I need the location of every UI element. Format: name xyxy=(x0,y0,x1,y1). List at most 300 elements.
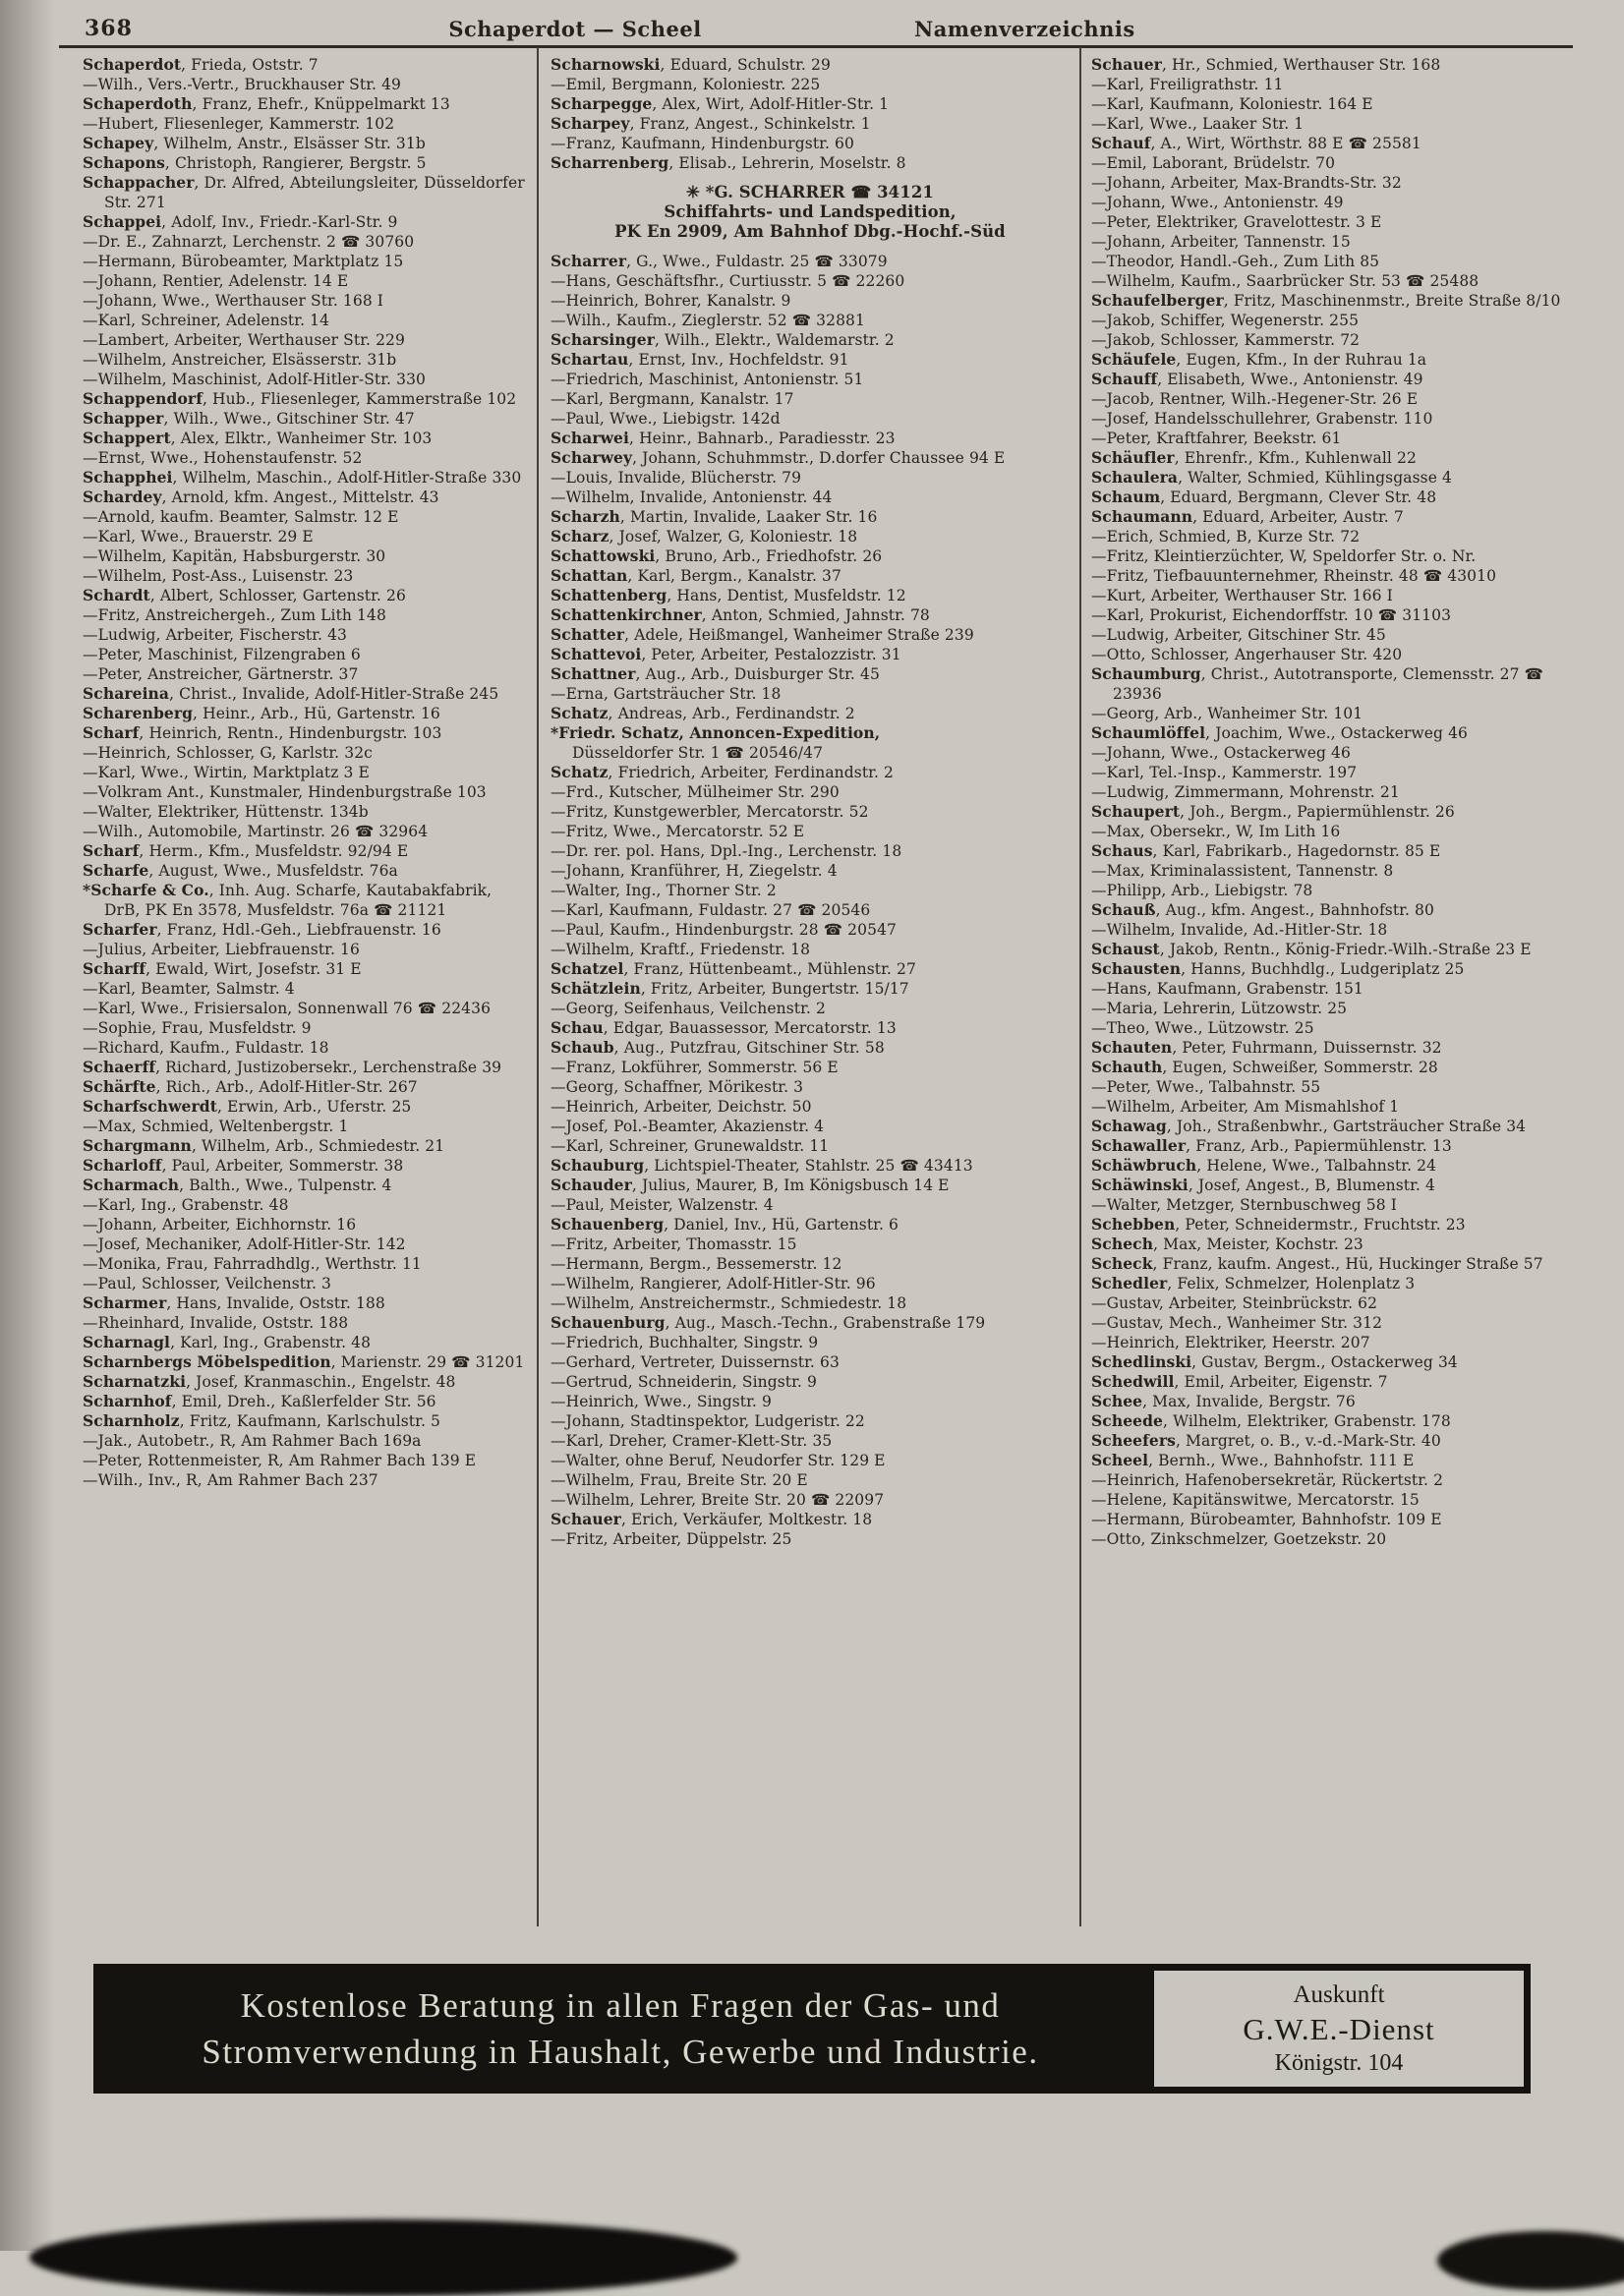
entry-surname: Schauth xyxy=(1091,1058,1163,1076)
directory-entry: Schapphei, Wilhelm, Maschin., Adolf-Hitler-Straße 330 xyxy=(83,468,522,487)
directory-entry: —Wilhelm, Maschinist, Adolf-Hitler-Str. 330 xyxy=(83,371,427,388)
entry-surname: Schapper xyxy=(83,409,164,428)
entry-surname: Scharnowski xyxy=(551,55,661,74)
directory-entry: Schappert, Alex, Elktr., Wanheimer Str. 103 xyxy=(83,429,433,447)
directory-entry: —Fritz, Arbeiter, Düppelstr. 25 xyxy=(551,1530,792,1548)
entry-surname: Schaumann xyxy=(1091,507,1193,526)
directory-entry: Schätzlein, Fritz, Arbeiter, Bungertstr. 15/17 xyxy=(551,979,909,998)
entry-surname: Schärfte xyxy=(83,1077,156,1096)
directory-entry: Schauß, Aug., kfm. Angest., Bahnhofstr. 80 xyxy=(1091,900,1434,919)
directory-entry: —Josef, Pol.-Beamter, Akazienstr. 4 xyxy=(551,1118,825,1135)
directory-entry: —Wilhelm, Kraftf., Friedenstr. 18 xyxy=(551,941,811,958)
entry-surname: Scharenberg xyxy=(83,704,194,722)
directory-entry: —Louis, Invalide, Blücherstr. 79 xyxy=(551,469,802,487)
entry-surname: Schapey xyxy=(83,134,154,152)
directory-entry: —Karl, Wwe., Laaker Str. 1 xyxy=(1091,115,1305,133)
directory-entry: —Wilhelm, Anstreichermstr., Schmiedestr. 18 xyxy=(551,1294,907,1312)
entry-surname: Schargmann xyxy=(83,1136,192,1155)
directory-entry: —Max, Obersekr., W, Im Lith 16 xyxy=(1091,823,1341,840)
directory-entry: —Karl, Kaufmann, Fuldastr. 27 ☎ 20546 xyxy=(551,901,871,919)
directory-entry: —Richard, Kaufm., Fuldastr. 18 xyxy=(83,1039,329,1057)
directory-entry: —Paul, Schlosser, Veilchenstr. 3 xyxy=(83,1275,331,1292)
directory-entry: —Gustav, Mech., Wanheimer Str. 312 xyxy=(1091,1314,1383,1332)
directory-entry: —Peter, Kraftfahrer, Beekstr. 61 xyxy=(1091,430,1342,447)
directory-entry: Schapons, Christoph, Rangierer, Bergstr. 5 xyxy=(83,153,427,172)
directory-entry: —Peter, Wwe., Talbahnstr. 55 xyxy=(1091,1078,1321,1096)
directory-entry: Schaumlöffel, Joachim, Wwe., Ostackerweg 46 xyxy=(1091,723,1469,742)
column-divider-2 xyxy=(1079,47,1081,1926)
column-divider-1 xyxy=(537,47,539,1926)
directory-entry: Scharmach, Balth., Wwe., Tulpenstr. 4 xyxy=(83,1176,392,1194)
directory-entry: —Erna, Gartsträucher Str. 18 xyxy=(551,685,782,703)
advertisement-banner xyxy=(93,1964,1531,2094)
directory-entry: —Friedrich, Buchhalter, Singstr. 9 xyxy=(551,1334,819,1351)
directory-entry: —Friedrich, Maschinist, Antonienstr. 51 xyxy=(551,371,864,388)
directory-entry: Düsseldorfer Str. 1 ☎ 20546/47 xyxy=(572,744,824,762)
entry-surname: Schauenberg xyxy=(551,1215,665,1234)
directory-entry: Scharnagl, Karl, Ing., Grabenstr. 48 xyxy=(83,1333,372,1351)
directory-entry: —Volkram Ant., Kunstmaler, Hindenburgstraße 103 xyxy=(83,783,487,801)
directory-entry: Schapper, Wilh., Wwe., Gitschiner Str. 47 xyxy=(83,409,415,428)
directory-entry: —Erich, Schmied, B, Kurze Str. 72 xyxy=(1091,528,1361,545)
entry-surname: Schaumburg xyxy=(1091,664,1201,683)
section-label: Namenverzeichnis xyxy=(914,17,1135,41)
directory-entry: Schawag, Joh., Straßenbwhr., Gartsträucher Straße 34 xyxy=(1091,1117,1527,1135)
entry-surname: Scharpey xyxy=(551,114,630,133)
directory-ad-line: PK En 2909, Am Bahnhof Dbg.-Hochf.-Süd xyxy=(614,222,1006,241)
entry-surname: Schattenkirchner xyxy=(551,605,702,624)
entry-surname: Schawaller xyxy=(1091,1136,1187,1155)
directory-entry: Schauer, Erich, Verkäufer, Moltkestr. 18 xyxy=(551,1510,873,1528)
directory-entry: —Fritz, Kunstgewerbler, Mercatorstr. 52 xyxy=(551,803,869,821)
directory-entry: Schattenberg, Hans, Dentist, Musfeldstr. 12 xyxy=(551,586,906,604)
directory-entry: —Monika, Frau, Fahrradhdlg., Werthstr. 11 xyxy=(83,1255,422,1273)
directory-entry: Schauf, A., Wirt, Wörthstr. 88 E ☎ 25581 xyxy=(1091,134,1421,152)
entry-surname: Schaperdot xyxy=(83,55,182,74)
directory-entry: —Paul, Kaufm., Hindenburgstr. 28 ☎ 20547 xyxy=(551,921,897,939)
entry-surname: Schauf xyxy=(1091,134,1151,152)
directory-entry: —Hans, Geschäftsfhr., Curtiusstr. 5 ☎ 22260 xyxy=(551,272,905,290)
directory-entry: —Karl, Ing., Grabenstr. 48 xyxy=(83,1196,289,1214)
directory-entry: —Gustav, Arbeiter, Steinbrückstr. 62 xyxy=(1091,1294,1378,1312)
directory-entry: —Walter, ohne Beruf, Neudorfer Str. 129 E xyxy=(551,1452,886,1469)
entry-surname: Schattevoi xyxy=(551,645,642,663)
entry-surname: Schedlinski xyxy=(1091,1352,1192,1371)
directory-entry: —Hubert, Fliesenleger, Kammerstr. 102 xyxy=(83,115,395,133)
entry-surname: Scheck xyxy=(1091,1254,1153,1273)
directory-entry: —Johann, Wwe., Werthauser Str. 168 I xyxy=(83,292,384,310)
directory-entry: —Fritz, Kleintierzüchter, W, Speldorfer Str. o. Nr. xyxy=(1091,547,1477,565)
directory-entry: —Fritz, Tiefbauunternehmer, Rheinstr. 48 ☎ 43010 xyxy=(1091,567,1497,585)
directory-entry: Schauder, Julius, Maurer, B, Im Königsbusch 14 E xyxy=(551,1176,950,1194)
directory-entry: —Dr. rer. pol. Hans, Dpl.-Ing., Lerchenstr. 18 xyxy=(551,842,902,860)
directory-entry: Schaum, Eduard, Bergmann, Clever Str. 48 xyxy=(1091,488,1437,506)
directory-entry: Schauenberg, Daniel, Inv., Hü, Gartenstr. 6 xyxy=(551,1215,899,1234)
directory-entry: Schaufelberger, Fritz, Maschinenmstr., Breite Straße 8/10 xyxy=(1091,291,1561,310)
directory-entry: —Karl, Schreiner, Grunewaldstr. 11 xyxy=(551,1137,830,1155)
directory-entry: —Johann, Wwe., Ostackerweg 46 xyxy=(1091,744,1351,762)
entry-surname: Scharf xyxy=(83,723,140,742)
entry-surname: Schebben xyxy=(1091,1215,1176,1234)
directory-entry: —Peter, Maschinist, Filzengraben 6 xyxy=(83,646,361,663)
entry-surname: Schaufelberger xyxy=(1091,291,1224,310)
directory-entry: Scheede, Wilhelm, Elektriker, Grabenstr. 178 xyxy=(1091,1411,1451,1430)
directory-entry: —Ludwig, Arbeiter, Gitschiner Str. 45 xyxy=(1091,626,1386,644)
directory-entry: Scharzh, Martin, Invalide, Laaker Str. 16 xyxy=(551,507,878,526)
advertisement-line-2: Stromverwendung in Haushalt, Gewerbe und Industrie. xyxy=(202,2033,1039,2071)
directory-entry: —Karl, Wwe., Frisiersalon, Sonnenwall 76 ☎ 22436 xyxy=(83,1000,492,1017)
directory-entry: Schärfte, Rich., Arb., Adolf-Hitler-Str. 267 xyxy=(83,1077,418,1096)
directory-entry: —Karl, Dreher, Cramer-Klett-Str. 35 xyxy=(551,1432,833,1450)
directory-entry: Schapey, Wilhelm, Anstr., Elsässer Str. 31b xyxy=(83,134,426,152)
directory-entry: Schäufler, Ehrenfr., Kfm., Kuhlenwall 22 xyxy=(1091,448,1417,467)
directory-entry: Scharz, Josef, Walzer, G, Koloniestr. 18 xyxy=(551,527,858,545)
directory-entry: Scharfe, August, Wwe., Musfeldstr. 76a xyxy=(83,861,398,880)
directory-entry: Schedler, Felix, Schmelzer, Holenplatz 3 xyxy=(1091,1274,1416,1292)
entry-surname: Scharwey xyxy=(551,448,633,467)
directory-entry: —Wilhelm, Arbeiter, Am Mismahlshof 1 xyxy=(1091,1098,1400,1116)
entry-surname: Scharff xyxy=(83,959,146,978)
directory-entry: —Karl, Wwe., Wirtin, Marktplatz 3 E xyxy=(83,764,370,781)
directory-entry: —Gerhard, Vertreter, Duissernstr. 63 xyxy=(551,1353,840,1371)
directory-entry: —Karl, Tel.-Insp., Kammerstr. 197 xyxy=(1091,764,1358,781)
entry-surname: Schappei xyxy=(83,212,162,231)
entry-surname: Schappendorf xyxy=(83,389,203,408)
directory-entry: Schaumann, Eduard, Arbeiter, Austr. 7 xyxy=(1091,507,1404,526)
entry-surname: Schaupert xyxy=(1091,802,1181,821)
directory-entry: —Max, Schmied, Weltenbergstr. 1 xyxy=(83,1118,349,1135)
directory-entry: Schäufele, Eugen, Kfm., In der Ruhrau 1a xyxy=(1091,350,1427,369)
scan-artifact-bottom-right xyxy=(1437,2231,1624,2290)
directory-entry: Schech, Max, Meister, Kochstr. 23 xyxy=(1091,1234,1363,1253)
directory-column-1 xyxy=(83,55,527,1930)
directory-ad-line: ✳ *G. SCHARRER ☎ 34121 xyxy=(686,183,934,201)
directory-entry: —Emil, Bergmann, Koloniestr. 225 xyxy=(551,76,821,93)
directory-entry: *Friedr. Schatz, Annoncen-Expedition, xyxy=(551,723,881,742)
directory-entry: Schaub, Aug., Putzfrau, Gitschiner Str. 58 xyxy=(551,1038,885,1057)
directory-entry: —Fritz, Arbeiter, Thomasstr. 15 xyxy=(551,1235,797,1253)
advertisement-text-block xyxy=(93,1964,1147,2094)
header-rule xyxy=(59,45,1573,48)
directory-entry: Schaperdoth, Franz, Ehefr., Knüppelmarkt 13 xyxy=(83,94,450,113)
entry-surname: Schauten xyxy=(1091,1038,1173,1057)
directory-entry: Schargmann, Wilhelm, Arb., Schmiedestr. 21 xyxy=(83,1136,445,1155)
entry-surname: Scheel xyxy=(1091,1451,1149,1469)
directory-column-2 xyxy=(551,55,1070,1930)
directory-entry: —Ludwig, Arbeiter, Fischerstr. 43 xyxy=(83,626,347,644)
entry-surname: Schau xyxy=(551,1018,604,1037)
entry-surname: Scharmer xyxy=(83,1293,167,1312)
directory-entry: —Theo, Wwe., Lützowstr. 25 xyxy=(1091,1019,1314,1037)
entry-surname: Schaub xyxy=(551,1038,614,1057)
directory-entry: —Peter, Rottenmeister, R, Am Rahmer Bach 139 E xyxy=(83,1452,477,1469)
directory-entry: Schattowski, Bruno, Arb., Friedhofstr. 26 xyxy=(551,546,883,565)
entry-surname: Scharrer xyxy=(551,252,627,270)
advertisement-line-1: Kostenlose Beratung in allen Fragen der Gas- und xyxy=(240,1986,1001,2025)
entry-surname: Schedwill xyxy=(1091,1372,1175,1391)
directory-entry: Scheefers, Margret, o. B., v.-d.-Mark-Str. 40 xyxy=(1091,1431,1441,1450)
entry-surname: Schäufele xyxy=(1091,350,1177,369)
directory-entry: —Karl, Prokurist, Eichendorffstr. 10 ☎ 31103 xyxy=(1091,606,1452,624)
entry-surname: Scharnholz xyxy=(83,1411,180,1430)
directory-entry: —Johann, Kranführer, H, Ziegelstr. 4 xyxy=(551,862,838,880)
directory-entry: —Wilhelm, Kapitän, Habsburgerstr. 30 xyxy=(83,547,386,565)
entry-surname: Schatz xyxy=(551,704,609,722)
directory-entry: Schattenkirchner, Anton, Schmied, Jahnstr. 78 xyxy=(551,605,930,624)
scan-edge-shadow xyxy=(0,0,54,2251)
directory-entry: —Wilhelm, Rangierer, Adolf-Hitler-Str. 96 xyxy=(551,1275,876,1292)
entry-surname: Scharzh xyxy=(551,507,620,526)
directory-entry: —Walter, Elektriker, Hüttenstr. 134b xyxy=(83,803,369,821)
entry-surname: Schattner xyxy=(551,664,636,683)
directory-entry: —Peter, Anstreicher, Gärtnerstr. 37 xyxy=(83,665,359,683)
directory-entry: —Arnold, kaufm. Beamter, Salmstr. 12 E xyxy=(83,508,399,526)
directory-entry: —Sophie, Frau, Musfeldstr. 9 xyxy=(83,1019,312,1037)
directory-entry: Scharmer, Hans, Invalide, Oststr. 188 xyxy=(83,1293,385,1312)
directory-entry: —Paul, Wwe., Liebigstr. 142d xyxy=(551,410,781,428)
directory-entry: Schappei, Adolf, Inv., Friedr.-Karl-Str. 9 xyxy=(83,212,398,231)
directory-entry: Schee, Max, Invalide, Bergstr. 76 xyxy=(1091,1392,1356,1410)
entry-surname: Scheefers xyxy=(1091,1431,1176,1450)
directory-entry: —Johann, Wwe., Antonienstr. 49 xyxy=(1091,194,1344,211)
directory-entry: Scheck, Franz, kaufm. Angest., Hü, Huckinger Straße 57 xyxy=(1091,1254,1543,1273)
directory-entry: Scharpey, Franz, Angest., Schinkelstr. 1 xyxy=(551,114,871,133)
directory-entry: —Karl, Wwe., Brauerstr. 29 E xyxy=(83,528,314,545)
directory-entry: —Karl, Beamter, Salmstr. 4 xyxy=(83,980,295,998)
advertisement-contact-box xyxy=(1154,1971,1524,2087)
directory-entry: —Jak., Autobetr., R, Am Rahmer Bach 169a xyxy=(83,1432,422,1450)
directory-entry: Scharnbergs Möbelspedition, Marienstr. 29 ☎ 31201 xyxy=(83,1352,525,1371)
entry-surname: Schapphei xyxy=(83,468,173,487)
directory-entry: —Karl, Kaufmann, Koloniestr. 164 E xyxy=(1091,95,1373,113)
entry-surname: Scharloff xyxy=(83,1156,162,1175)
directory-entry: —Hans, Kaufmann, Grabenstr. 151 xyxy=(1091,980,1363,998)
directory-entry: Schatzel, Franz, Hüttenbeamt., Mühlenstr. 27 xyxy=(551,959,916,978)
directory-entry: Scharrenberg, Elisab., Lehrerin, Moselstr. 8 xyxy=(551,153,906,172)
directory-entry: —Philipp, Arb., Liebigstr. 78 xyxy=(1091,882,1313,899)
directory-entry: —Georg, Schaffner, Mörikestr. 3 xyxy=(551,1078,804,1096)
directory-entry: Schaperdot, Frieda, Oststr. 7 xyxy=(83,55,319,74)
directory-entry: Scharnowski, Eduard, Schulstr. 29 xyxy=(551,55,831,74)
directory-entry: Scharenberg, Heinr., Arb., Hü, Gartenstr. 16 xyxy=(83,704,440,722)
entry-surname: Scharf xyxy=(83,841,140,860)
directory-entry: —Peter, Elektriker, Gravelottestr. 3 E xyxy=(1091,213,1382,231)
entry-surname: Scharfer xyxy=(83,920,157,939)
directory-entry: —Heinrich, Hafenobersekretär, Rückertstr. 2 xyxy=(1091,1471,1444,1489)
entry-surname: Schaumlöffel xyxy=(1091,723,1206,742)
directory-entry: —Otto, Schlosser, Angerhauser Str. 420 xyxy=(1091,646,1403,663)
directory-entry: —Frd., Kutscher, Mülheimer Str. 290 xyxy=(551,783,840,801)
directory-entry: Schäwinski, Josef, Angest., B, Blumenstr. 4 xyxy=(1091,1176,1435,1194)
entry-surname: Scharpegge xyxy=(551,94,653,113)
directory-entry: —Dr. E., Zahnarzt, Lerchenstr. 2 ☎ 30760 xyxy=(83,233,415,251)
directory-entry: Schaulera, Walter, Schmied, Kühlingsgasse 4 xyxy=(1091,468,1452,487)
entry-surname: Scharfschwerdt xyxy=(83,1097,217,1116)
directory-entry: Scharff, Ewald, Wirt, Josefstr. 31 E xyxy=(83,959,362,978)
entry-surname: Schaust xyxy=(1091,940,1160,958)
directory-entry: —Kurt, Arbeiter, Werthauser Str. 166 I xyxy=(1091,587,1393,604)
directory-entry: Schatz, Andreas, Arb., Ferdinandstr. 2 xyxy=(551,704,855,722)
directory-column-3 xyxy=(1091,55,1575,1930)
directory-entry: —Karl, Freiligrathstr. 11 xyxy=(1091,76,1284,93)
directory-entry: Schauten, Peter, Fuhrmann, Duissernstr. 32 xyxy=(1091,1038,1442,1057)
entry-surname: Scharnbergs Möbelspedition xyxy=(83,1352,331,1371)
entry-surname: Schappert xyxy=(83,429,171,447)
entry-surname: Schapons xyxy=(83,153,165,172)
directory-entry: —Franz, Kaufmann, Hindenburgstr. 60 xyxy=(551,135,854,152)
entry-surname: Scharnatzki xyxy=(83,1372,187,1391)
entry-surname: Scharwei xyxy=(551,429,630,447)
advertisement-contact-label: Auskunft xyxy=(1293,1981,1385,2008)
directory-entry: Scharwey, Johann, Schuhmmstr., D.dorfer Chaussee 94 E xyxy=(551,448,1006,467)
directory-entry: —Gertrud, Schneiderin, Singstr. 9 xyxy=(551,1373,817,1391)
directory-entry: —Emil, Laborant, Brüdelstr. 70 xyxy=(1091,154,1336,172)
entry-surname: Scharnagl xyxy=(83,1333,171,1351)
directory-entry: —Georg, Seifenhaus, Veilchenstr. 2 xyxy=(551,1000,826,1017)
entry-surname: Scharfe xyxy=(83,861,149,880)
scan-artifact-bottom-left xyxy=(29,2219,737,2296)
directory-entry: Schedlinski, Gustav, Bergm., Ostackerweg 34 xyxy=(1091,1352,1458,1371)
entry-surname: Schäufler xyxy=(1091,448,1175,467)
directory-entry: Scharnholz, Fritz, Kaufmann, Karlschulstr. 5 xyxy=(83,1411,440,1430)
entry-surname: Schartau xyxy=(551,350,629,369)
directory-entry: Schardey, Arnold, kfm. Angest., Mittelstr. 43 xyxy=(83,488,439,506)
directory-entry: —Hermann, Bürobeamter, Marktplatz 15 xyxy=(83,253,404,270)
directory-entry: —Josef, Handelsschullehrer, Grabenstr. 110 xyxy=(1091,410,1433,428)
directory-entry: —Wilhelm, Invalide, Antonienstr. 44 xyxy=(551,488,833,506)
directory-entry: —Ernst, Wwe., Hohenstaufenstr. 52 xyxy=(83,449,363,467)
entry-surname: Scharrenberg xyxy=(551,153,669,172)
directory-entry: —Wilh., Vers.-Vertr., Bruckhauser Str. 49 xyxy=(83,76,402,93)
directory-entry: —Johann, Arbeiter, Max-Brandts-Str. 32 xyxy=(1091,174,1402,192)
entry-surname: Schauer xyxy=(551,1510,621,1528)
advertisement-contact-name: G.W.E.-Dienst xyxy=(1243,2012,1435,2046)
directory-entry: Schau, Edgar, Bauassessor, Mercatorstr. 13 xyxy=(551,1018,897,1037)
entry-surname: Schäwbruch xyxy=(1091,1156,1197,1175)
directory-entry: —Jakob, Schiffer, Wegenerstr. 255 xyxy=(1091,312,1360,329)
directory-entry: —Wilhelm, Anstreicher, Elsässerstr. 31b xyxy=(83,351,397,369)
directory-entry: —Walter, Ing., Thorner Str. 2 xyxy=(551,882,777,899)
entry-surname: Schaulera xyxy=(1091,468,1179,487)
entry-surname: Schardt xyxy=(83,586,150,604)
directory-entry: Schartau, Ernst, Inv., Hochfeldstr. 91 xyxy=(551,350,849,369)
directory-entry: —Hermann, Bürobeamter, Bahnhofstr. 109 E xyxy=(1091,1511,1442,1528)
directory-entry: —Wilhelm, Post-Ass., Luisenstr. 23 xyxy=(83,567,354,585)
entry-surname: Schäwinski xyxy=(1091,1176,1189,1194)
directory-entry: Schauer, Hr., Schmied, Werthauser Str. 168 xyxy=(1091,55,1441,74)
directory-entry: —Ludwig, Zimmermann, Mohrenstr. 21 xyxy=(1091,783,1400,801)
directory-entry: Schappacher, Dr. Alfred, Abteilungsleiter, Düsseldorfer Str. 271 xyxy=(83,173,525,211)
entry-surname: Schauer xyxy=(1091,55,1162,74)
directory-entry: Scharloff, Paul, Arbeiter, Sommerstr. 38 xyxy=(83,1156,404,1175)
entry-surname: Schardey xyxy=(83,488,162,506)
directory-entry: —Max, Kriminalassistent, Tannenstr. 8 xyxy=(1091,862,1394,880)
directory-entry: —Heinrich, Elektriker, Heerstr. 207 xyxy=(1091,1334,1370,1351)
directory-entry: —Maria, Lehrerin, Lützowstr. 25 xyxy=(1091,1000,1348,1017)
entry-surname: Schattowski xyxy=(551,546,656,565)
directory-entry: Schaupert, Joh., Bergm., Papiermühlenstr. 26 xyxy=(1091,802,1455,821)
directory-entry: Schawaller, Franz, Arb., Papiermühlenstr. 13 xyxy=(1091,1136,1452,1155)
directory-entry: Schappendorf, Hub., Fliesenleger, Kammerstraße 102 xyxy=(83,389,517,408)
entry-surname: Scharz xyxy=(551,527,609,545)
entry-surname: Scharnhof xyxy=(83,1392,172,1410)
directory-entry: Scharfer, Franz, Hdl.-Geh., Liebfrauenstr. 16 xyxy=(83,920,441,939)
directory-entry: Schaus, Karl, Fabrikarb., Hagedornstr. 85 E xyxy=(1091,841,1441,860)
directory-entry: Schäwbruch, Helene, Wwe., Talbahnstr. 24 xyxy=(1091,1156,1437,1175)
directory-entry: Schauenburg, Aug., Masch.-Techn., Grabenstraße 179 xyxy=(551,1313,986,1332)
directory-entry: Schatter, Adele, Heißmangel, Wanheimer Straße 239 xyxy=(551,625,974,644)
directory-entry: Schatz, Friedrich, Arbeiter, Ferdinandstr. 2 xyxy=(551,763,894,781)
directory-entry: —Wilhelm, Kaufm., Saarbrücker Str. 53 ☎ 25488 xyxy=(1091,272,1479,290)
directory-entry: Schausten, Hanns, Buchhdlg., Ludgeriplatz 25 xyxy=(1091,959,1465,978)
directory-entry: Schauburg, Lichtspiel-Theater, Stahlstr. 25 ☎ 43413 xyxy=(551,1156,973,1175)
entry-surname: Schaerff xyxy=(83,1058,156,1076)
directory-entry: Scharrer, G., Wwe., Fuldastr. 25 ☎ 33079 xyxy=(551,252,888,270)
entry-surname: Schaus xyxy=(1091,841,1153,860)
directory-entry: —Wilh., Automobile, Martinstr. 26 ☎ 32964 xyxy=(83,823,429,840)
entry-surname: Schausten xyxy=(1091,959,1182,978)
entry-surname: *Scharfe & Co. xyxy=(83,881,209,899)
entry-surname: Schauburg xyxy=(551,1156,645,1175)
directory-entry: —Josef, Mechaniker, Adolf-Hitler-Str. 142 xyxy=(83,1235,406,1253)
directory-entry: —Heinrich, Bohrer, Kanalstr. 9 xyxy=(551,292,791,310)
directory-entry: Schareina, Christ., Invalide, Adolf-Hitler-Straße 245 xyxy=(83,684,499,703)
directory-entry: —Jakob, Schlosser, Kammerstr. 72 xyxy=(1091,331,1361,349)
directory-entry: Scharwei, Heinr., Bahnarb., Paradiesstr. 23 xyxy=(551,429,896,447)
directory-entry: —Rheinhard, Invalide, Oststr. 188 xyxy=(83,1314,349,1332)
entry-surname: Schaum xyxy=(1091,488,1161,506)
directory-entry: Schedwill, Emil, Arbeiter, Eigenstr. 7 xyxy=(1091,1372,1388,1391)
directory-entry: Scharnatzki, Josef, Kranmaschin., Engelstr. 48 xyxy=(83,1372,456,1391)
directory-entry: —Georg, Arb., Wanheimer Str. 101 xyxy=(1091,705,1363,722)
directory-entry: —Walter, Metzger, Sternbuschweg 58 I xyxy=(1091,1196,1397,1214)
directory-entry: —Johann, Stadtinspektor, Ludgeristr. 22 xyxy=(551,1412,865,1430)
directory-entry: —Johann, Arbeiter, Tannenstr. 15 xyxy=(1091,233,1351,251)
entry-surname: Schatz xyxy=(551,763,609,781)
directory-entry: —Franz, Lokführer, Sommerstr. 56 E xyxy=(551,1059,839,1076)
entry-surname: Schareina xyxy=(83,684,170,703)
entry-surname: Schätzlein xyxy=(551,979,641,998)
directory-entry: Schattner, Aug., Arb., Duisburger Str. 45 xyxy=(551,664,880,683)
directory-entry: —Paul, Meister, Walzenstr. 4 xyxy=(551,1196,774,1214)
directory-entry: —Wilh., Kaufm., Zieglerstr. 52 ☎ 32881 xyxy=(551,312,865,329)
advertisement-contact-address: Königstr. 104 xyxy=(1274,2050,1404,2076)
directory-entry: Scharnhof, Emil, Dreh., Kaßlerfelder Str. 56 xyxy=(83,1392,436,1410)
entry-surname: Schawag xyxy=(1091,1117,1167,1135)
directory-entry: —Helene, Kapitänswitwe, Mercatorstr. 15 xyxy=(1091,1491,1420,1509)
entry-surname: Schauß xyxy=(1091,900,1156,919)
directory-entry: —Johann, Rentier, Adelenstr. 14 E xyxy=(83,272,349,290)
page-number: 368 xyxy=(85,16,133,41)
directory-entry: Scharpegge, Alex, Wirt, Adolf-Hitler-Str. 1 xyxy=(551,94,890,113)
directory-entry: —Wilh., Inv., R, Am Rahmer Bach 237 xyxy=(83,1471,378,1489)
directory-entry: —Hermann, Bergm., Bessemerstr. 12 xyxy=(551,1255,842,1273)
entry-surname: Schauenburg xyxy=(551,1313,666,1332)
entry-surname: Schauff xyxy=(1091,370,1158,388)
entry-surname: Schedler xyxy=(1091,1274,1168,1292)
directory-entry: Scharfschwerdt, Erwin, Arb., Uferstr. 25 xyxy=(83,1097,412,1116)
directory-entry: Schattevoi, Peter, Arbeiter, Pestalozzistr. 31 xyxy=(551,645,901,663)
directory-entry: Schauff, Elisabeth, Wwe., Antonienstr. 49 xyxy=(1091,370,1423,388)
directory-entry: Schaerff, Richard, Justizobersekr., Lerchenstraße 39 xyxy=(83,1058,502,1076)
directory-ad-line: Schiffahrts- und Landspedition, xyxy=(664,202,957,221)
directory-entry: —Wilhelm, Lehrer, Breite Str. 20 ☎ 22097 xyxy=(551,1491,885,1509)
directory-entry: Schaumburg, Christ., Autotransporte, Clemensstr. 27 ☎ 23936 xyxy=(1091,664,1544,703)
directory-entry: —Heinrich, Wwe., Singstr. 9 xyxy=(551,1393,772,1410)
entry-surname: Schatzel xyxy=(551,959,624,978)
directory-entry: —Theodor, Handl.-Geh., Zum Lith 85 xyxy=(1091,253,1380,270)
page-title: Schaperdot — Scheel xyxy=(448,17,702,41)
